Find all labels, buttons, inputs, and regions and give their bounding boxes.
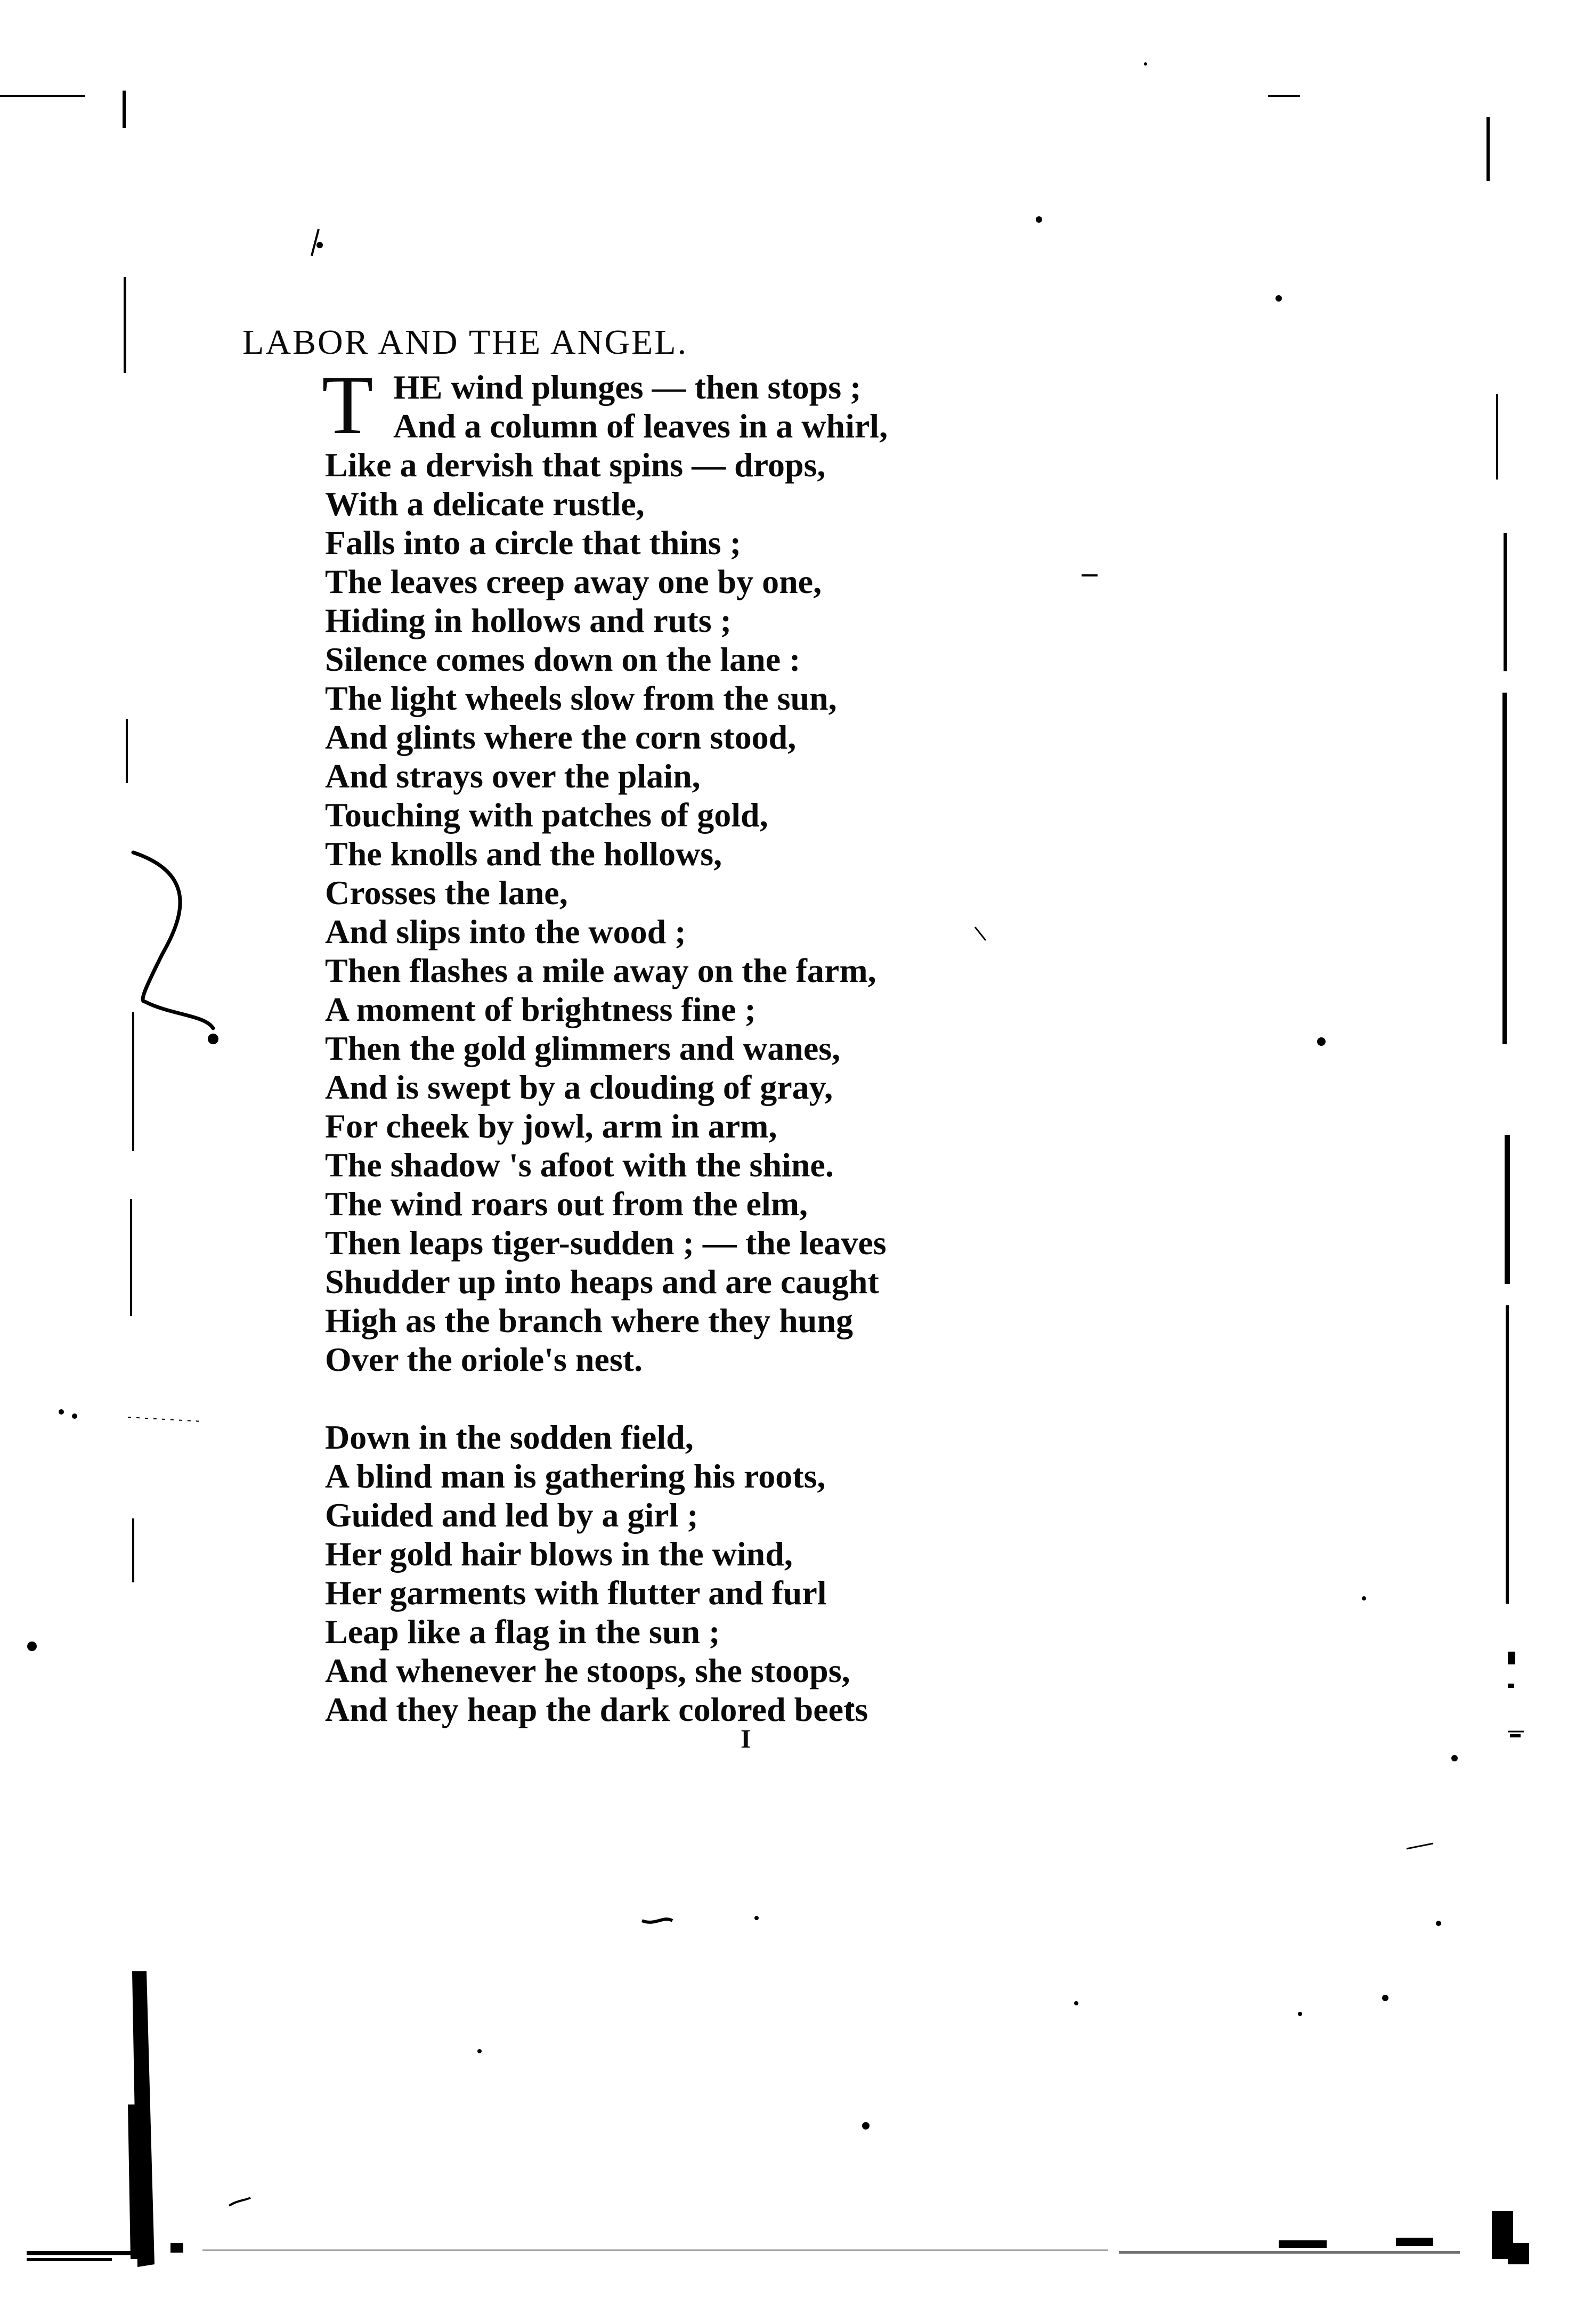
poem-line: Then leaps tiger-sudden ; — the leaves <box>325 1224 887 1262</box>
poem-title: LABOR AND THE ANGEL. <box>242 323 688 362</box>
poem-line-text: HE wind plunges — then stops ; <box>393 368 862 406</box>
poem-body <box>322 359 1311 1729</box>
poem-line: And glints where the corn stood, <box>325 718 797 756</box>
poem-line: Then the gold glimmers and wanes, <box>325 1029 841 1067</box>
poem-line: The knolls and the hollows, <box>325 835 722 873</box>
poem-line: And they heap the dark colored beets <box>325 1691 868 1728</box>
poem-line: Touching with patches of gold, <box>325 796 768 834</box>
poem-line: A moment of brightness fine ; <box>325 990 756 1028</box>
poem-line: For cheek by jowl, arm in arm, <box>325 1107 777 1145</box>
poem-line: Shudder up into heaps and are caught <box>325 1263 879 1301</box>
poem-line: High as the branch where they hung <box>325 1302 853 1339</box>
poem-line: Hiding in hollows and ruts ; <box>325 602 732 639</box>
poem-line: Her gold hair blows in the wind, <box>325 1535 793 1573</box>
poem-line: And slips into the wood ; <box>325 913 686 950</box>
poem-line: Her garments with flutter and furl <box>325 1574 827 1612</box>
poem-line: And whenever he stoops, she stoops, <box>325 1652 850 1689</box>
poem-line: Falls into a circle that thins ; <box>325 524 741 562</box>
poem-line: And a column of leaves in a whirl, <box>393 407 888 445</box>
poem-line: Leap like a flag in the sun ; <box>325 1613 720 1651</box>
poem-line: Like a dervish that spins — drops, <box>325 446 826 484</box>
poem-line: And is swept by a clouding of gray, <box>325 1068 833 1106</box>
drop-cap: T <box>322 359 373 452</box>
poem-line: The light wheels slow from the sun, <box>325 679 837 717</box>
poem-line: Down in the sodden field, <box>325 1418 694 1456</box>
poem-line: The wind roars out from the elm, <box>325 1185 808 1223</box>
poem-line: The shadow 's afoot with the shine. <box>325 1146 834 1184</box>
poem-line: With a delicate rustle, <box>325 485 645 523</box>
poem-line: Then flashes a mile away on the farm, <box>325 952 876 989</box>
stanza-1 <box>322 359 1311 1379</box>
stanza-2 <box>325 1418 1311 1729</box>
poem-line: A blind man is gathering his roots, <box>325 1457 826 1495</box>
poem-line: Over the oriole's nest. <box>325 1340 643 1378</box>
poem-line: Guided and led by a girl ; <box>325 1496 698 1534</box>
poem-line: Crosses the lane, <box>325 874 568 912</box>
page-number: I <box>741 1724 751 1753</box>
poem-line: Silence comes down on the lane : <box>325 640 801 678</box>
poem-line: And strays over the plain, <box>325 757 701 795</box>
poem-line: The leaves creep away one by one, <box>325 563 822 600</box>
